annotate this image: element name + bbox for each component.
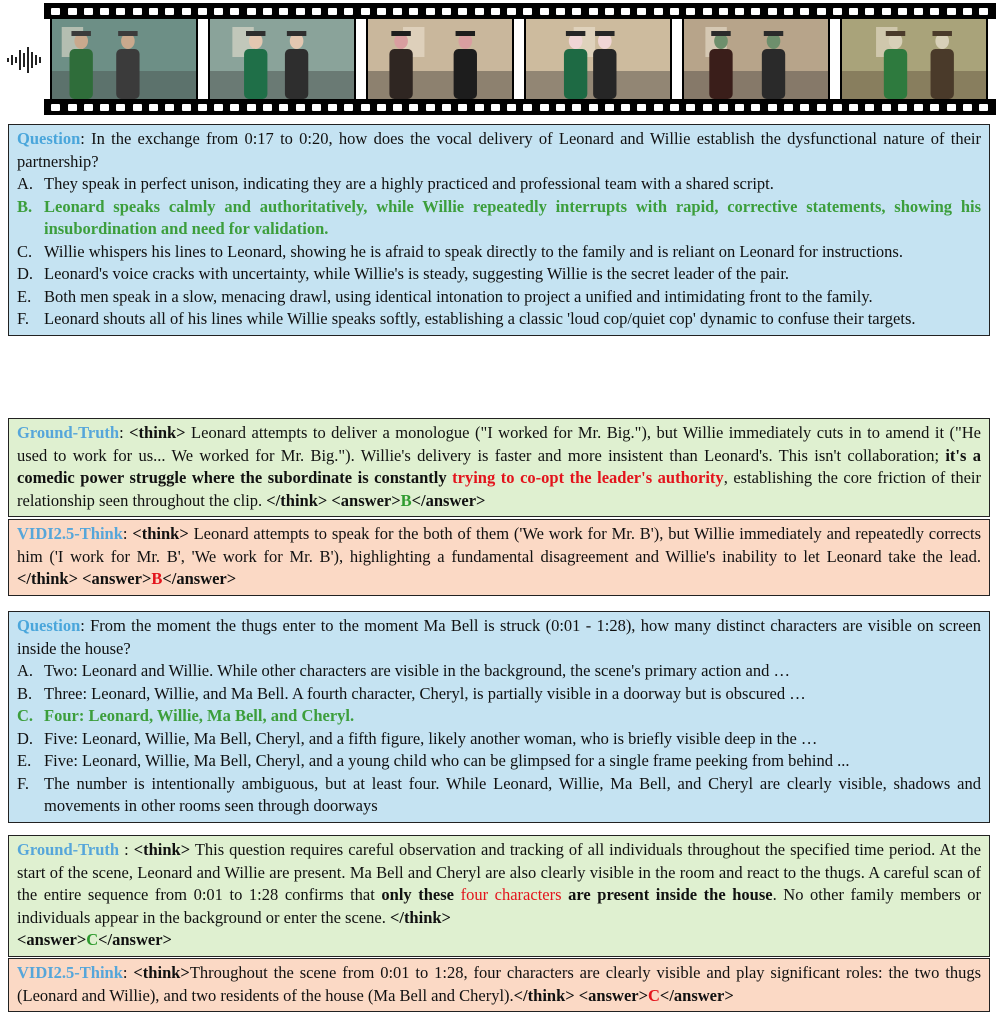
frame-6 xyxy=(840,19,988,99)
model-output-box-2: VIDI2.5-Think: <think>Throughout the scene from 0:01 to 1:28, four characters are clearly visible and play significant roles: the two thugs (Leonard and Willie), and two residents of the house (Ma Bell and Cheryl).</think> <answer>C</answer> xyxy=(8,958,990,1012)
sprocket-hole xyxy=(833,8,842,15)
ground-truth-box-1: Ground-Truth: <think> Leonard attempts to deliver a monologue ("I worked for Mr. Big."), but Willie immediately cuts in to amend it ("He used to work for us... We worked for Mr. Big."). Willie's delivery is faster and more insistent than Leonard's. This isn't collaboration; it's a comedic power struggle where the subordinate is constantly trying to co-opt the leader's authority, establishing the core friction of their relationship seen throughout the clip. </think> <answer>B</answer> xyxy=(8,418,990,517)
question-box-1 xyxy=(8,124,990,336)
question-label: Question xyxy=(17,129,81,148)
sprocket-hole xyxy=(344,104,353,111)
option-b: B. Three: Leonard, Willie, and Ma Bell. A fourth character, Cheryl, is partially visible in a doorway but is obscured … xyxy=(17,683,806,703)
video-frames xyxy=(50,19,994,99)
sprocket-hole xyxy=(263,104,272,111)
sprocket-hole xyxy=(84,8,93,15)
sprocket-hole xyxy=(882,104,891,111)
sprocket-hole xyxy=(409,8,418,15)
sprocket-hole xyxy=(963,8,972,15)
sprocket-hole xyxy=(979,8,988,15)
sprocket-hole xyxy=(572,8,581,15)
sprocket-hole xyxy=(686,8,695,15)
sprocket-hole xyxy=(182,8,191,15)
sprocket-hole xyxy=(263,8,272,15)
sprocket-hole xyxy=(654,104,663,111)
sprocket-hole xyxy=(849,8,858,15)
sprocket-hole xyxy=(849,104,858,111)
think-open-tag: <think> xyxy=(129,423,186,442)
sprocket-hole xyxy=(442,104,451,111)
sprocket-hole xyxy=(800,104,809,111)
sprocket-hole xyxy=(149,8,158,15)
sprocket-hole xyxy=(751,104,760,111)
sprocket-hole xyxy=(817,8,826,15)
sprocket-hole xyxy=(719,8,728,15)
sprocket-hole xyxy=(230,104,239,111)
sprocket-hole xyxy=(605,8,614,15)
sprocket-hole xyxy=(572,104,581,111)
sprocket-hole xyxy=(963,104,972,111)
sprocket-hole xyxy=(540,104,549,111)
frame-1 xyxy=(50,19,198,99)
sprocket-hole xyxy=(361,8,370,15)
sprocket-hole xyxy=(458,8,467,15)
sprocket-hole xyxy=(116,8,125,15)
option-d: D. Leonard's voice cracks with uncertainty, while Willie's is steady, suggesting Willie is the secret leader of the pair. xyxy=(17,264,790,283)
sprocket-hole xyxy=(833,104,842,111)
sprocket-hole xyxy=(279,104,288,111)
sprocket-hole xyxy=(719,104,728,111)
film-sprocket-band-top xyxy=(44,3,996,19)
sprocket-hole xyxy=(979,104,988,111)
sprocket-hole xyxy=(165,8,174,15)
model-answer: C xyxy=(648,985,660,1005)
sprocket-hole xyxy=(751,8,760,15)
sprocket-hole xyxy=(247,8,256,15)
sprocket-hole xyxy=(491,8,500,15)
sprocket-hole xyxy=(296,104,305,111)
option-a: A. Two: Leonard and Willie. While other characters are visible in the background, the scene's primary action and … xyxy=(17,661,790,680)
ground-truth-answer: C xyxy=(86,930,99,949)
sprocket-hole xyxy=(68,8,77,15)
sprocket-hole xyxy=(523,104,532,111)
question-box-2 xyxy=(8,611,990,823)
sprocket-hole xyxy=(523,8,532,15)
sprocket-hole xyxy=(279,8,288,15)
sprocket-hole xyxy=(507,8,516,15)
sprocket-hole xyxy=(475,8,484,15)
sprocket-hole xyxy=(133,104,142,111)
sprocket-hole xyxy=(589,104,598,111)
sprocket-hole xyxy=(686,104,695,111)
sprocket-hole xyxy=(475,104,484,111)
model-label: VIDI2.5-Think xyxy=(17,524,123,543)
model-label: VIDI2.5-Think xyxy=(17,963,123,982)
sprocket-hole xyxy=(898,8,907,15)
sprocket-hole xyxy=(198,8,207,15)
sprocket-hole xyxy=(68,104,77,111)
sprocket-hole xyxy=(312,8,321,15)
sprocket-hole xyxy=(214,8,223,15)
sprocket-hole xyxy=(312,104,321,111)
film-sprocket-band-bottom xyxy=(44,99,996,115)
sprocket-hole xyxy=(882,8,891,15)
sprocket-hole xyxy=(296,8,305,15)
sprocket-hole xyxy=(947,8,956,15)
sprocket-hole xyxy=(556,8,565,15)
sprocket-hole xyxy=(817,104,826,111)
frame-5 xyxy=(682,19,830,99)
question-text xyxy=(17,128,981,173)
sprocket-hole xyxy=(182,104,191,111)
ground-truth-box-2: Ground-Truth : <think> This question requires careful observation and tracking of all individuals throughout the specified time period. At the start of the scene, Leonard and Willie are present. Ma Bell and Cheryl are also clearly visible in the room and react to the thugs. A careful scan of the entire sequence from 0:01 to 1:28 confirms that only these four characters are present inside the house. No other family members or individuals appear in the background or enter the scene. </think> <answer>C</answer> xyxy=(8,835,990,957)
sprocket-hole xyxy=(784,104,793,111)
sprocket-hole xyxy=(947,104,956,111)
think-close-tag: </think> xyxy=(266,490,328,510)
sprocket-hole xyxy=(133,8,142,15)
ground-truth-label: Ground-Truth xyxy=(17,840,120,859)
sprocket-hole xyxy=(637,104,646,111)
sprocket-hole xyxy=(361,104,370,111)
ground-truth-answer: B xyxy=(400,490,412,510)
frame-4 xyxy=(524,19,672,99)
sprocket-hole xyxy=(51,8,60,15)
model-answer: B xyxy=(151,569,163,588)
option-e: E. Five: Leonard, Willie, Ma Bell, Cheryl, and a young child who can be glimpsed for a single frame peeking from behind ... xyxy=(17,751,850,770)
sprocket-hole xyxy=(84,104,93,111)
ground-truth-label: Ground-Truth xyxy=(17,423,120,442)
sprocket-hole xyxy=(637,8,646,15)
sprocket-hole xyxy=(149,104,158,111)
sprocket-hole xyxy=(784,8,793,15)
sprocket-hole xyxy=(230,8,239,15)
frame-3 xyxy=(366,19,514,99)
question-text xyxy=(17,615,981,660)
sprocket-hole xyxy=(100,8,109,15)
question-body: : In the exchange from 0:17 to 0:20, how does the vocal delivery of Leonard and Willie establish the dysfunctional nature of their partnership? xyxy=(17,129,981,171)
sprocket-hole xyxy=(670,8,679,15)
frame-2 xyxy=(208,19,356,99)
question-body: : From the moment the thugs enter to the moment Ma Bell is struck (0:01 - 1:28), how many distinct characters are visible on screen inside the house? xyxy=(17,616,981,658)
sprocket-hole xyxy=(426,104,435,111)
sprocket-hole xyxy=(409,104,418,111)
sprocket-hole xyxy=(589,8,598,15)
highlight-key-phrase: trying to co-opt the leader's authority xyxy=(452,468,724,487)
sprocket-hole xyxy=(865,8,874,15)
sprocket-hole xyxy=(393,104,402,111)
sprocket-hole xyxy=(621,104,630,111)
sprocket-hole xyxy=(914,104,923,111)
sprocket-hole xyxy=(800,8,809,15)
sprocket-hole xyxy=(393,8,402,15)
sprocket-hole xyxy=(198,104,207,111)
sprocket-hole xyxy=(377,104,386,111)
sprocket-hole xyxy=(247,104,256,111)
question-label: Question xyxy=(17,616,81,635)
sprocket-hole xyxy=(865,104,874,111)
option-f: F. The number is intentionally ambiguous, but at least four. While Leonard, Willie, Ma Bell, and Cheryl are clearly visible, shadows and movements in other rooms seen through doorways xyxy=(17,773,981,815)
sprocket-hole xyxy=(703,8,712,15)
sprocket-hole xyxy=(735,104,744,111)
video-filmstrip xyxy=(0,0,996,118)
option-e: E. Both men speak in a slow, menacing drawl, using identical intonation to project a unified and intimidating front to the family. xyxy=(17,286,873,306)
sprocket-hole xyxy=(116,104,125,111)
sprocket-hole xyxy=(768,104,777,111)
sprocket-hole xyxy=(458,104,467,111)
sprocket-hole xyxy=(540,8,549,15)
sprocket-hole xyxy=(491,104,500,111)
sprocket-hole xyxy=(621,8,630,15)
sprocket-hole xyxy=(654,8,663,15)
sprocket-hole xyxy=(442,8,451,15)
sprocket-hole xyxy=(377,8,386,15)
sprocket-hole xyxy=(556,104,565,111)
sprocket-hole xyxy=(930,104,939,111)
sprocket-hole xyxy=(768,8,777,15)
sprocket-hole xyxy=(670,104,679,111)
option-c: C. Willie whispers his lines to Leonard, showing he is afraid to speak directly to the family and is reliant on Leonard for instructions. xyxy=(17,241,903,261)
sprocket-hole xyxy=(426,8,435,15)
sprocket-hole xyxy=(165,104,174,111)
sprocket-hole xyxy=(914,8,923,15)
option-c-correct: C. Four: Leonard, Willie, Ma Bell, and Cheryl. xyxy=(17,706,355,725)
sprocket-hole xyxy=(214,104,223,111)
sprocket-hole xyxy=(328,104,337,111)
sprocket-hole xyxy=(605,104,614,111)
option-b-correct: B. Leonard speaks calmly and authoritatively, while Willie repeatedly interrupts with rapid, corrective statements, showing his insubordination and need for validation. xyxy=(17,196,981,238)
option-a: A. They speak in perfect unison, indicating they are a highly practiced and professional team with a shared script. xyxy=(17,174,774,193)
highlight-key-phrase: four characters xyxy=(460,885,562,904)
sprocket-hole xyxy=(930,8,939,15)
sprocket-hole xyxy=(898,104,907,111)
sprocket-hole xyxy=(100,104,109,111)
sprocket-hole xyxy=(51,104,60,111)
sprocket-hole xyxy=(735,8,744,15)
model-output-box-1: VIDI2.5-Think: <think> Leonard attempts to speak for the both of them ('We work for Mr. B'), but Willie immediately and repeatedly corrects him ('I work for Mr. B', 'We work for Mr. B'), highlighting a fundamental disagreement and Willie's inability to let Leonard take the lead.</think> <answer>B</answer> xyxy=(8,519,990,596)
sprocket-hole xyxy=(703,104,712,111)
option-f: F. Leonard shouts all of his lines while Willie speaks softly, establishing a classic 'loud cop/quiet cop' dynamic to confuse their targets. xyxy=(17,309,916,328)
option-d: D. Five: Leonard, Willie, Ma Bell, Cheryl, and a fifth figure, likely another woman, who is briefly visible deep in the … xyxy=(17,728,818,748)
sprocket-hole xyxy=(328,8,337,15)
sprocket-hole xyxy=(344,8,353,15)
sprocket-hole xyxy=(507,104,516,111)
audio-waveform-icon xyxy=(5,44,45,76)
